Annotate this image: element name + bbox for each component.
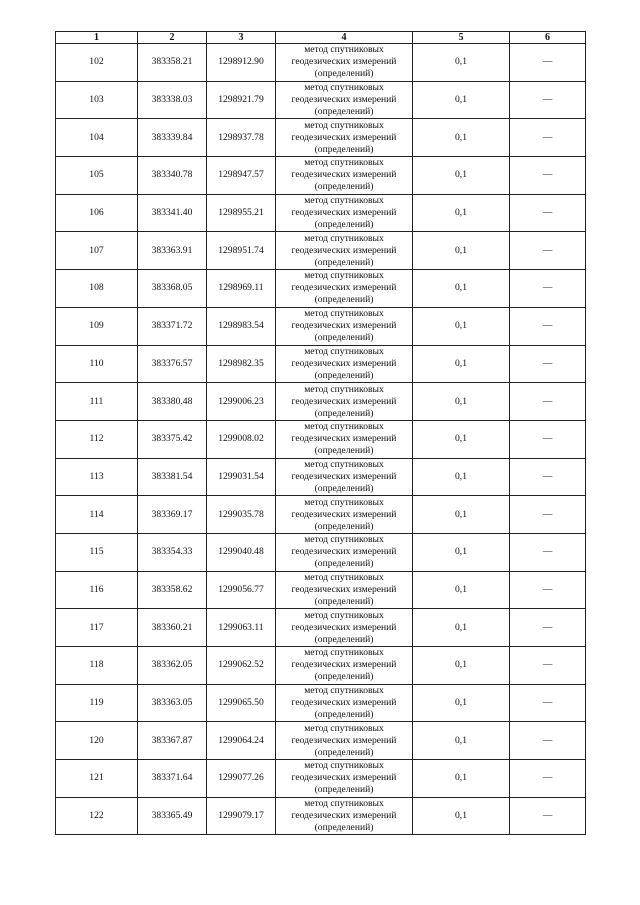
method-line: (определений) [314,709,374,721]
method-cell [276,571,413,609]
method-line: (определений) [314,369,374,381]
accuracy-cell: 0,1 [413,797,510,835]
document-page [55,31,585,835]
accuracy-cell: 0,1 [413,44,510,82]
method-line: (определений) [314,784,374,796]
note-cell: — [510,194,586,232]
table-row [56,232,586,270]
accuracy-cell: 0,1 [413,232,510,270]
method-line: геодезических измерений [291,244,397,256]
point-number-cell: 115 [56,533,138,571]
method-cell [276,119,413,157]
method-line: (определений) [314,520,374,532]
point-number-cell: 111 [56,383,138,421]
method-cell [276,270,413,308]
method-line: (определений) [314,822,374,834]
method-line: метод спутниковых [304,685,384,697]
method-cell [276,81,413,119]
method-line: (определений) [314,294,374,306]
method-cell [276,345,413,383]
accuracy-cell: 0,1 [413,496,510,534]
y-coordinate-cell: 1299035.78 [207,496,276,534]
method-line: геодезических измерений [291,810,397,822]
method-line: геодезических измерений [291,470,397,482]
note-cell: — [510,609,586,647]
accuracy-cell: 0,1 [413,458,510,496]
x-coordinate-cell: 383365.49 [138,797,207,835]
method-line: метод спутниковых [304,308,384,320]
method-line: геодезических измерений [291,697,397,709]
y-coordinate-cell: 1299062.52 [207,647,276,685]
table-row [56,684,586,722]
method-cell [276,722,413,760]
x-coordinate-cell: 383360.21 [138,609,207,647]
method-line: (определений) [314,106,374,118]
method-line: геодезических измерений [291,94,397,106]
method-line: (определений) [314,445,374,457]
table-row [56,307,586,345]
x-coordinate-cell: 383371.64 [138,760,207,798]
accuracy-cell: 0,1 [413,345,510,383]
point-number-cell: 113 [56,458,138,496]
method-cell [276,194,413,232]
point-number-cell: 112 [56,420,138,458]
method-line: геодезических измерений [291,357,397,369]
note-cell: — [510,420,586,458]
method-cell [276,383,413,421]
method-line: метод спутниковых [304,119,384,131]
method-line: геодезических измерений [291,433,397,445]
method-line: геодезических измерений [291,56,397,68]
method-line: метод спутниковых [304,534,384,546]
method-line: геодезических измерений [291,508,397,520]
method-line: метод спутниковых [304,798,384,810]
table-row [56,609,586,647]
table-body [56,44,586,835]
point-number-cell: 105 [56,157,138,195]
table-header [56,32,586,44]
accuracy-cell: 0,1 [413,194,510,232]
method-line: геодезических измерений [291,131,397,143]
method-line: метод спутниковых [304,82,384,94]
y-coordinate-cell: 1299006.23 [207,383,276,421]
x-coordinate-cell: 383367.87 [138,722,207,760]
method-cell [276,307,413,345]
table-row [56,345,586,383]
x-coordinate-cell: 383358.21 [138,44,207,82]
y-coordinate-cell: 1299008.02 [207,420,276,458]
method-line: (определений) [314,482,374,494]
point-number-cell: 110 [56,345,138,383]
x-coordinate-cell: 383369.17 [138,496,207,534]
table-row [56,571,586,609]
method-cell [276,647,413,685]
note-cell: — [510,458,586,496]
accuracy-cell: 0,1 [413,533,510,571]
method-line: метод спутниковых [304,609,384,621]
table-row [56,44,586,82]
note-cell: — [510,383,586,421]
method-line: (определений) [314,407,374,419]
method-cell [276,420,413,458]
y-coordinate-cell: 1299064.24 [207,722,276,760]
method-line: (определений) [314,143,374,155]
accuracy-cell: 0,1 [413,270,510,308]
note-cell: — [510,571,586,609]
method-line: метод спутниковых [304,195,384,207]
x-coordinate-cell: 383363.91 [138,232,207,270]
method-cell [276,797,413,835]
x-coordinate-cell: 383376.57 [138,345,207,383]
point-number-cell: 103 [56,81,138,119]
accuracy-cell: 0,1 [413,647,510,685]
header-col-3: 3 [207,32,276,44]
table-row [56,157,586,195]
method-cell [276,458,413,496]
method-line: (определений) [314,746,374,758]
method-line: метод спутниковых [304,44,384,56]
table-row [56,760,586,798]
method-line: метод спутниковых [304,383,384,395]
y-coordinate-cell: 1298912.90 [207,44,276,82]
x-coordinate-cell: 383338.03 [138,81,207,119]
method-line: геодезических измерений [291,546,397,558]
table-row [56,533,586,571]
note-cell: — [510,760,586,798]
method-line: метод спутниковых [304,270,384,282]
accuracy-cell: 0,1 [413,571,510,609]
y-coordinate-cell: 1299065.50 [207,684,276,722]
accuracy-cell: 0,1 [413,684,510,722]
point-number-cell: 119 [56,684,138,722]
note-cell: — [510,496,586,534]
x-coordinate-cell: 383354.33 [138,533,207,571]
x-coordinate-cell: 383341.40 [138,194,207,232]
x-coordinate-cell: 383368.05 [138,270,207,308]
x-coordinate-cell: 383340.78 [138,157,207,195]
table-row [56,722,586,760]
point-number-cell: 107 [56,232,138,270]
point-number-cell: 106 [56,194,138,232]
point-number-cell: 108 [56,270,138,308]
method-cell [276,496,413,534]
accuracy-cell: 0,1 [413,760,510,798]
method-cell [276,760,413,798]
table-row [56,797,586,835]
method-line: геодезических измерений [291,207,397,219]
table-row [56,81,586,119]
method-line: геодезических измерений [291,734,397,746]
table-row [56,420,586,458]
y-coordinate-cell: 1298947.57 [207,157,276,195]
note-cell: — [510,44,586,82]
point-number-cell: 117 [56,609,138,647]
y-coordinate-cell: 1298955.21 [207,194,276,232]
y-coordinate-cell: 1298983.54 [207,307,276,345]
y-coordinate-cell: 1299056.77 [207,571,276,609]
y-coordinate-cell: 1299040.48 [207,533,276,571]
method-line: метод спутниковых [304,722,384,734]
accuracy-cell: 0,1 [413,722,510,760]
note-cell: — [510,533,586,571]
method-line: геодезических измерений [291,395,397,407]
table-row [56,194,586,232]
method-line: метод спутниковых [304,232,384,244]
x-coordinate-cell: 383375.42 [138,420,207,458]
method-cell [276,533,413,571]
y-coordinate-cell: 1299031.54 [207,458,276,496]
method-line: (определений) [314,332,374,344]
x-coordinate-cell: 383380.48 [138,383,207,421]
y-coordinate-cell: 1298982.35 [207,345,276,383]
table-row [56,270,586,308]
method-line: (определений) [314,68,374,80]
y-coordinate-cell: 1299063.11 [207,609,276,647]
x-coordinate-cell: 383371.72 [138,307,207,345]
x-coordinate-cell: 383339.84 [138,119,207,157]
method-line: метод спутниковых [304,571,384,583]
header-col-5: 5 [413,32,510,44]
method-line: (определений) [314,595,374,607]
note-cell: — [510,270,586,308]
method-line: (определений) [314,633,374,645]
header-col-2: 2 [138,32,207,44]
method-line: метод спутниковых [304,421,384,433]
method-line: геодезических измерений [291,583,397,595]
x-coordinate-cell: 383363.05 [138,684,207,722]
method-line: метод спутниковых [304,496,384,508]
header-col-6: 6 [510,32,586,44]
note-cell: — [510,157,586,195]
x-coordinate-cell: 383358.62 [138,571,207,609]
accuracy-cell: 0,1 [413,81,510,119]
method-line: геодезических измерений [291,621,397,633]
method-cell [276,232,413,270]
note-cell: — [510,345,586,383]
table-row [56,119,586,157]
method-line: геодезических измерений [291,169,397,181]
method-cell [276,44,413,82]
y-coordinate-cell: 1298937.78 [207,119,276,157]
point-number-cell: 121 [56,760,138,798]
header-col-1: 1 [56,32,138,44]
method-line: (определений) [314,181,374,193]
method-cell [276,157,413,195]
accuracy-cell: 0,1 [413,420,510,458]
method-line: метод спутниковых [304,647,384,659]
method-line: геодезических измерений [291,772,397,784]
method-line: метод спутниковых [304,345,384,357]
note-cell: — [510,797,586,835]
header-row [56,32,586,44]
x-coordinate-cell: 383381.54 [138,458,207,496]
note-cell: — [510,647,586,685]
header-col-4: 4 [276,32,413,44]
table-row [56,496,586,534]
note-cell: — [510,684,586,722]
method-cell [276,684,413,722]
coordinates-table [55,31,586,835]
table-row [56,383,586,421]
point-number-cell: 109 [56,307,138,345]
accuracy-cell: 0,1 [413,383,510,421]
accuracy-cell: 0,1 [413,307,510,345]
note-cell: — [510,232,586,270]
method-line: (определений) [314,219,374,231]
point-number-cell: 104 [56,119,138,157]
method-line: метод спутниковых [304,760,384,772]
method-line: геодезических измерений [291,320,397,332]
method-line: метод спутниковых [304,157,384,169]
y-coordinate-cell: 1298969.11 [207,270,276,308]
y-coordinate-cell: 1298951.74 [207,232,276,270]
method-line: метод спутниковых [304,458,384,470]
point-number-cell: 102 [56,44,138,82]
method-line: (определений) [314,256,374,268]
method-line: (определений) [314,671,374,683]
method-cell [276,609,413,647]
note-cell: — [510,722,586,760]
accuracy-cell: 0,1 [413,157,510,195]
method-line: геодезических измерений [291,282,397,294]
y-coordinate-cell: 1299079.17 [207,797,276,835]
method-line: (определений) [314,558,374,570]
y-coordinate-cell: 1298921.79 [207,81,276,119]
point-number-cell: 116 [56,571,138,609]
accuracy-cell: 0,1 [413,119,510,157]
note-cell: — [510,81,586,119]
note-cell: — [510,119,586,157]
y-coordinate-cell: 1299077.26 [207,760,276,798]
point-number-cell: 114 [56,496,138,534]
method-line: геодезических измерений [291,659,397,671]
point-number-cell: 118 [56,647,138,685]
table-row [56,458,586,496]
point-number-cell: 120 [56,722,138,760]
table-row [56,647,586,685]
accuracy-cell: 0,1 [413,609,510,647]
x-coordinate-cell: 383362.05 [138,647,207,685]
note-cell: — [510,307,586,345]
point-number-cell: 122 [56,797,138,835]
